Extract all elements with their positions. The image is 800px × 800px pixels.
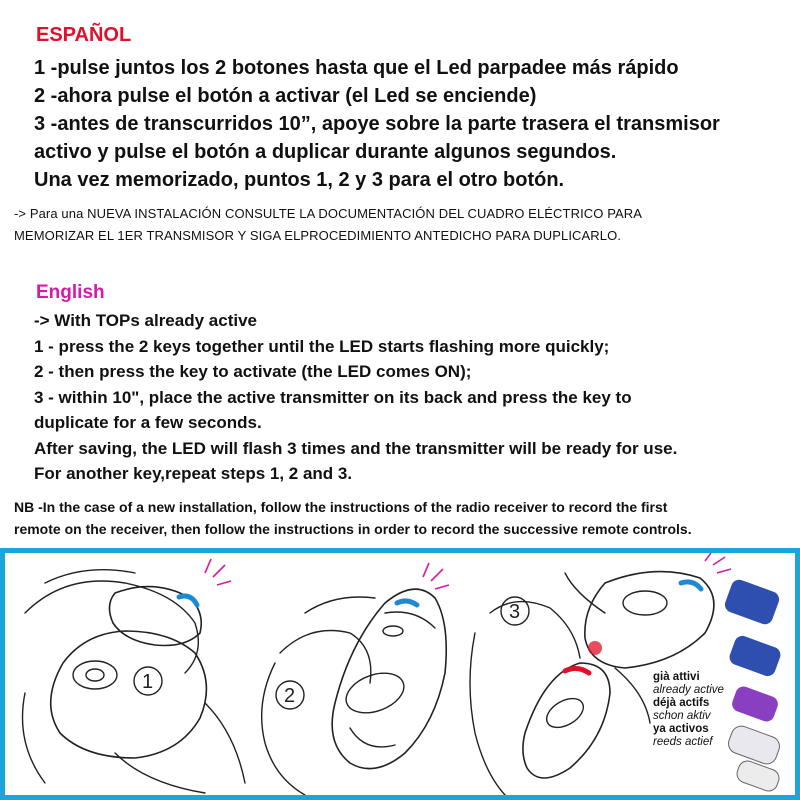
- spanish-note-line: -> Para una NUEVA INSTALACIÓN CONSULTE LA DOCUMENTACIÓN DEL CUADRO ELÉCTRICO PARA: [14, 206, 643, 221]
- label-already-active: already active: [653, 684, 724, 696]
- english-step-line: 2 - then press the key to activate (the LED comes ON);: [34, 362, 472, 381]
- english-step-line: duplicate for a few seconds.: [34, 413, 262, 432]
- label-reeds-actief: reeds actief: [653, 736, 713, 748]
- english-step-line: 3 - within 10", place the active transmitter on its back and press the key to: [34, 387, 632, 407]
- english-note-line: NB -In the case of a new installation, follow the instructions of the radio receiver to record the first: [14, 499, 668, 515]
- spanish-step-line: 2 -ahora pulse el botón a activar (el Led se enciende): [34, 85, 537, 107]
- blue-led-icon: [397, 601, 417, 605]
- spanish-title: ESPAÑOL: [36, 24, 132, 46]
- remote-thumbnails: [723, 577, 783, 793]
- spanish-steps: [34, 54, 794, 194]
- blue-led-icon: [681, 582, 701, 589]
- led-indicators: [179, 582, 701, 673]
- english-note: [14, 496, 794, 540]
- english-steps: [34, 308, 794, 487]
- english-step-line: 1 - press the 2 keys together until the LED starts flashing more quickly;: [34, 336, 610, 356]
- english-step-line: -> With TOPs already active: [34, 311, 257, 330]
- step-numbers: [142, 601, 520, 707]
- illustration-panel: [0, 548, 800, 800]
- label-gia-attivi: già attivi: [653, 671, 700, 683]
- illustration-canvas: [5, 553, 795, 795]
- step-2-number: 2: [284, 685, 296, 707]
- label-ya-activos: ya activos: [653, 723, 709, 735]
- blue-led-icon: [179, 596, 197, 605]
- spanish-note-line: MEMORIZAR EL 1ER TRANSMISOR Y SIGA ELPROCEDIMIENTO ANTEDICHO PARA DUPLICARLO.: [14, 228, 622, 243]
- spanish-step-line: activo y pulse el botón a duplicar durante algunos segundos.: [34, 141, 617, 163]
- english-step-line: After saving, the LED will flash 3 times and the transmitter will be ready for use.: [34, 438, 678, 458]
- step-1-number: 1: [142, 671, 154, 693]
- spanish-step-line: Una vez memorizado, puntos 1, 2 y 3 para el otro botón.: [34, 169, 565, 191]
- flash-burst-icon: [588, 641, 602, 655]
- english-step-line: For another key,repeat steps 1, 2 and 3.: [34, 464, 353, 483]
- spanish-step-line: 3 -antes de transcurridos 10”, apoye sobre la parte trasera el transmisor: [34, 113, 720, 135]
- label-schon-aktiv: schon aktiv: [653, 710, 711, 722]
- flash-lines: [205, 553, 731, 589]
- spanish-step-line: 1 -pulse juntos los 2 botones hasta que el Led parpadee más rápido: [34, 57, 679, 79]
- english-title: English: [36, 282, 105, 303]
- step-3-number: 3: [509, 601, 521, 623]
- spanish-note: [14, 203, 794, 247]
- label-deja-actifs: déjà actifs: [653, 697, 710, 709]
- english-note-line: remote on the receiver, then follow the instructions in order to record the successive remote controls.: [14, 521, 692, 537]
- red-led-icon: [565, 668, 589, 673]
